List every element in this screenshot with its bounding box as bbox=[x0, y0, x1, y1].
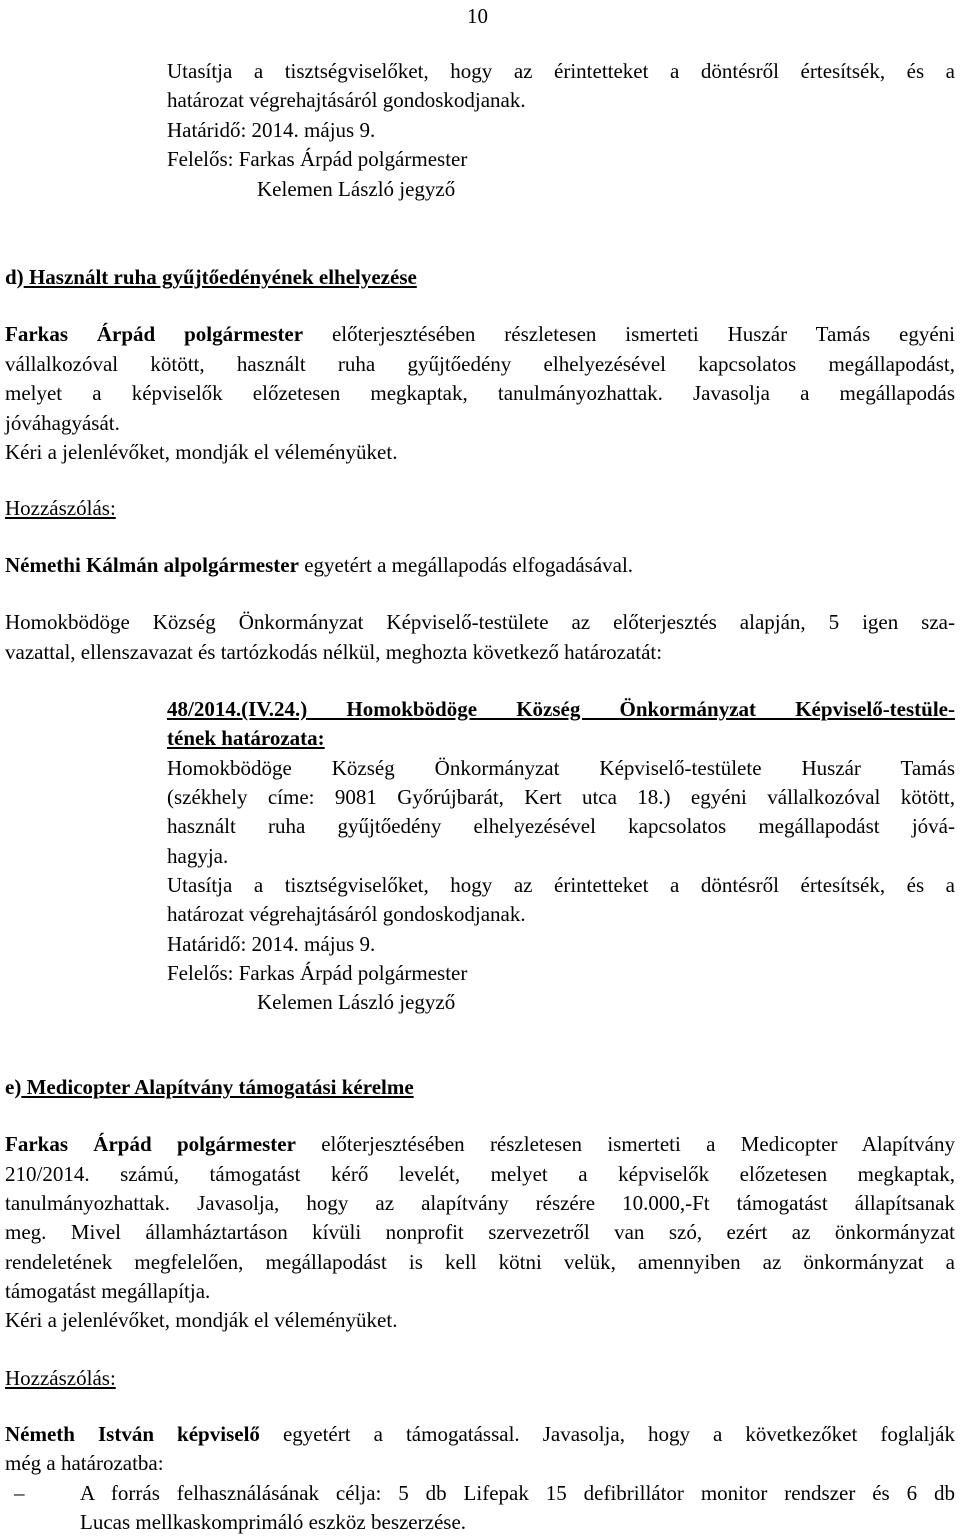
section-d-intro-line-1: Farkas Árpád polgármester előterjesztésében részletesen ismerteti Huszár Tamás egyéni bbox=[5, 322, 955, 346]
bullet-line-2: Lucas mellkaskomprimáló eszköz beszerzése. bbox=[80, 1510, 467, 1534]
section-e-intro-line-2: 210/2014. számú, támogatást kérő levelét, melyet a képviselők előzetesen megkaptak, bbox=[5, 1162, 955, 1186]
section-d-commenter: Némethi Kálmán alpolgármester bbox=[5, 553, 299, 577]
deadline: Határidő: 2014. május 9. bbox=[167, 118, 376, 142]
section-e-comment-line-2: még a határozatba: bbox=[5, 1451, 164, 1475]
section-d-comment: Némethi Kálmán alpolgármester egyetért a megállapodás elfogadásával. bbox=[5, 553, 634, 577]
section-d-title: Használt ruha gyűjtőedényének elhelyezése bbox=[28, 265, 417, 289]
instruction-line-2: határozat végrehajtásáról gondoskodjanak. bbox=[167, 88, 526, 112]
section-e-title: Medicopter Alapítvány támogatási kérelme bbox=[26, 1075, 414, 1099]
section-e-speaker: Farkas Árpád polgármester bbox=[5, 1132, 296, 1156]
section-e-intro-line-5: rendeletének megfelelően, megállapodást is kell kötni velük, amennyiben az önkormányzat a bbox=[5, 1250, 955, 1274]
section-d-letter: d) bbox=[5, 265, 24, 289]
section-d-intro-line-4: jóváhagyását. bbox=[5, 411, 120, 435]
resolution-line-3: használt ruha gyűjtőedény elhelyezésével kapcsolatos megállapodást jóvá- bbox=[167, 814, 955, 838]
resolution-title-line-1: 48/2014.(IV.24.) Homokbödöge Község Önkormányzat Képviselő-testüle- bbox=[167, 697, 955, 721]
resolution-line-1: Homokbödöge Község Önkormányzat Képviselő-testülete Huszár Tamás bbox=[167, 756, 955, 780]
section-d-vote-line-1: Homokbödöge Község Önkormányzat Képviselő-testülete az előterjesztés alapján, 5 igen sza- bbox=[5, 610, 955, 634]
section-d-intro-line-2: vállalkozóval kötött, használt ruha gyűjtőedény elhelyezésével kapcsolatos megállapodást, bbox=[5, 352, 955, 376]
section-e-intro-line-3: tanulmányozhattak. Javasolja, hogy az alapítvány részére 10.000,-Ft támogatást állapítsanak bbox=[5, 1191, 955, 1215]
section-e-ask: Kéri a jelenlévőket, mondják el véleményüket. bbox=[5, 1308, 398, 1332]
section-d-speaker: Farkas Árpád polgármester bbox=[5, 322, 304, 346]
section-d-intro-line-3: melyet a képviselők előzetesen megkaptak, tanulmányozhattak. Javasolja a megállapodás bbox=[5, 381, 955, 405]
section-e-intro-line-1: Farkas Árpád polgármester előterjesztésében részletesen ismerteti a Medicopter Alapítvány bbox=[5, 1132, 956, 1156]
resolution-deadline: Határidő: 2014. május 9. bbox=[167, 932, 376, 956]
bullet-line-1: A forrás felhasználásának célja: 5 db Lifepak 15 defibrillátor monitor rendszer és 6 db bbox=[80, 1481, 955, 1505]
section-e-comments-label: Hozzászólás: bbox=[5, 1366, 116, 1390]
instruction-line-1: Utasítja a tisztségviselőket, hogy az érintetteket a döntésről értesítsék, és a bbox=[167, 59, 955, 83]
responsible: Felelős: Farkas Árpád polgármester bbox=[167, 147, 468, 171]
resolution-line-5: Utasítja a tisztségviselőket, hogy az érintetteket a döntésről értesítsék, és a bbox=[167, 873, 955, 897]
section-d-comments-label: Hozzászólás: bbox=[5, 496, 116, 520]
page-number: 10 bbox=[467, 4, 488, 28]
resolution-responsible-2: Kelemen László jegyző bbox=[257, 990, 456, 1014]
section-d-vote-line-2: vazattal, ellenszavazat és tartózkodás nélkül, meghozta következő határozatát: bbox=[5, 640, 663, 664]
bullet-dash: – bbox=[14, 1481, 25, 1505]
section-e-letter: e) bbox=[5, 1075, 22, 1099]
section-e-intro-line-4: meg. Mivel államháztartáson kívüli nonprofit szervezetről van szó, ezért az önkormányzat bbox=[5, 1220, 955, 1244]
section-e-heading bbox=[5, 1073, 414, 1103]
section-e-intro-line-6: támogatást megállapítja. bbox=[5, 1279, 211, 1303]
section-d-ask: Kéri a jelenlévőket, mondják el véleményüket. bbox=[5, 440, 398, 464]
resolution-line-2: (székhely címe: 9081 Győrújbarát, Kert utca 18.) egyéni vállalkozóval kötött, bbox=[167, 785, 955, 809]
responsible-2: Kelemen László jegyző bbox=[257, 177, 456, 201]
resolution-responsible: Felelős: Farkas Árpád polgármester bbox=[167, 961, 468, 985]
section-e-comment-line-1: Németh István képviselő egyetért a támogatással. Javasolja, hogy a következőket foglalják bbox=[5, 1422, 955, 1446]
section-e-commenter: Németh István képviselő bbox=[5, 1422, 260, 1446]
resolution-title-line-2: tének határozata: bbox=[167, 726, 325, 750]
resolution-line-6: határozat végrehajtásáról gondoskodjanak. bbox=[167, 902, 526, 926]
resolution-number: 48/2014.(IV.24.) bbox=[167, 697, 308, 721]
resolution-line-4: hagyja. bbox=[167, 844, 229, 868]
section-d-heading bbox=[5, 263, 417, 293]
